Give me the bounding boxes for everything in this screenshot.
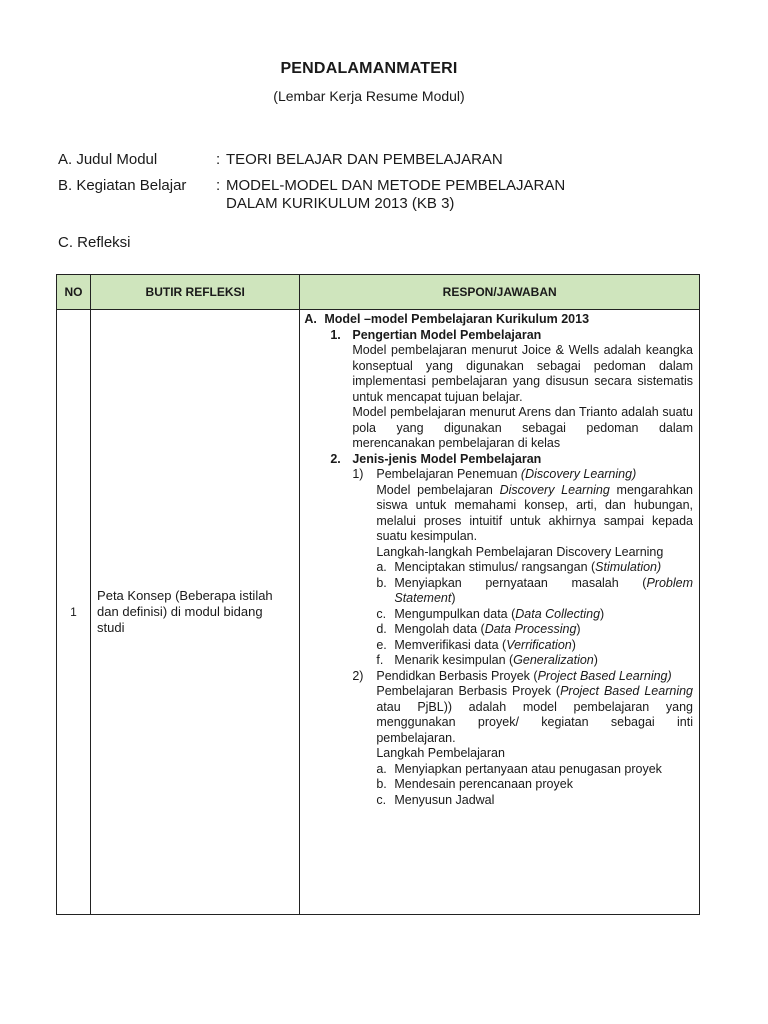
model-1-description: Model pembelajaran Discovery Learning mengarahkan siswa untuk memahami konsep, arti, dan hubungan, melalui proses intuitif untuk akhirnya sampai kepada suatu kesimpulan. [376,482,693,543]
model-2-description: Pembelajaran Berbasis Proyek (Project Based Learning atau PjBL)) adalah model pembelajaran yang menggunakan proyek/ kegiatan sebagai inti pembelajaran. [376,684,693,745]
refleksi-label: C. Refleksi [58,234,131,251]
list-item: f. Menarik kesimpulan (Generalization) [376,653,598,667]
butir-refleksi-cell: Peta Konsep (Beberapa istilah dan definisi) di modul bidang studi [91,310,300,915]
table-row [57,310,700,915]
kegiatan-belajar-value [226,177,565,213]
subsection-2-heading: 2. Jenis-jenis Model Pembelajaran [330,451,542,466]
header-no: NO [57,275,91,310]
subsection-1-heading: 1. Pengertian Model Pembelajaran [330,327,542,342]
model-1-steps-title: Langkah-langkah Pembelajaran Discovery Learning [376,544,664,559]
kegiatan-belajar-value-line2: DALAM KURIKULUM 2013 (KB 3) [226,195,455,212]
list-item: e. Memverifikasi data (Verrification) [376,637,576,652]
table-header-row [57,275,700,310]
model-2-heading: 2) Pendidkan Berbasis Proyek (Project Based Learning) [352,668,672,683]
list-item: c. Mengumpulkan data (Data Collecting) [376,606,605,621]
list-item: b. Mendesain perencanaan proyek [376,777,573,791]
judul-modul-value: TEORI BELAJAR DAN PEMBELAJARAN [226,151,503,168]
list-item: a. Menciptakan stimulus/ rangsangan (Stimulation) [376,560,662,574]
list-item: a. Menyiapkan pertanyaan atau penugasan proyek [376,761,662,776]
list-item: d. Mengolah data (Data Processing) [376,622,581,636]
refleksi-table [56,274,700,915]
kegiatan-belajar-colon: : [216,177,221,194]
judul-modul-row [58,151,503,169]
kegiatan-belajar-label: B. Kegiatan Belajar [58,177,187,194]
page-subtitle: (Lembar Kerja Resume Modul) [273,88,465,104]
definition-paragraph-1: Model pembelajaran menurut Joice & Wells adalah keangka konseptual yang digunakan sebagai pedoman dalam implementasi pembelajaran yang disusun secara sistematis untuk mencapat tujuan belajar. [352,343,693,404]
page-title: PENDALAMANMATERI [280,60,458,77]
judul-modul-colon: : [216,151,221,168]
list-item: c. Menyusun Jadwal [376,792,495,807]
kegiatan-belajar-row [58,177,565,213]
model-1-heading: 1) Pembelajaran Penemuan (Discovery Learning) [352,467,637,481]
respon-jawaban-cell [300,310,700,915]
kegiatan-belajar-value-line1: MODEL-MODEL DAN METODE PEMBELAJARAN [226,177,566,194]
header-butir-refleksi: BUTIR REFLEKSI [91,275,300,310]
row-number: 1 [57,310,91,915]
section-a-heading: A. Model –model Pembelajaran Kurikulum 2013 [304,312,590,326]
judul-modul-label: A. Judul Modul [58,151,158,168]
model-2-steps-title: Langkah Pembelajaran [376,746,505,760]
header-respon-jawaban: RESPON/JAWABAN [300,275,700,310]
list-item: b. Menyiapkan pernyataan masalah (Problem Statement) [376,575,693,605]
definition-paragraph-2: Model pembelajaran menurut Arens dan Trianto adalah suatu pola yang digunakan sebagai pedoman dalam merencanakan pembelajaran di kelas [352,405,693,450]
